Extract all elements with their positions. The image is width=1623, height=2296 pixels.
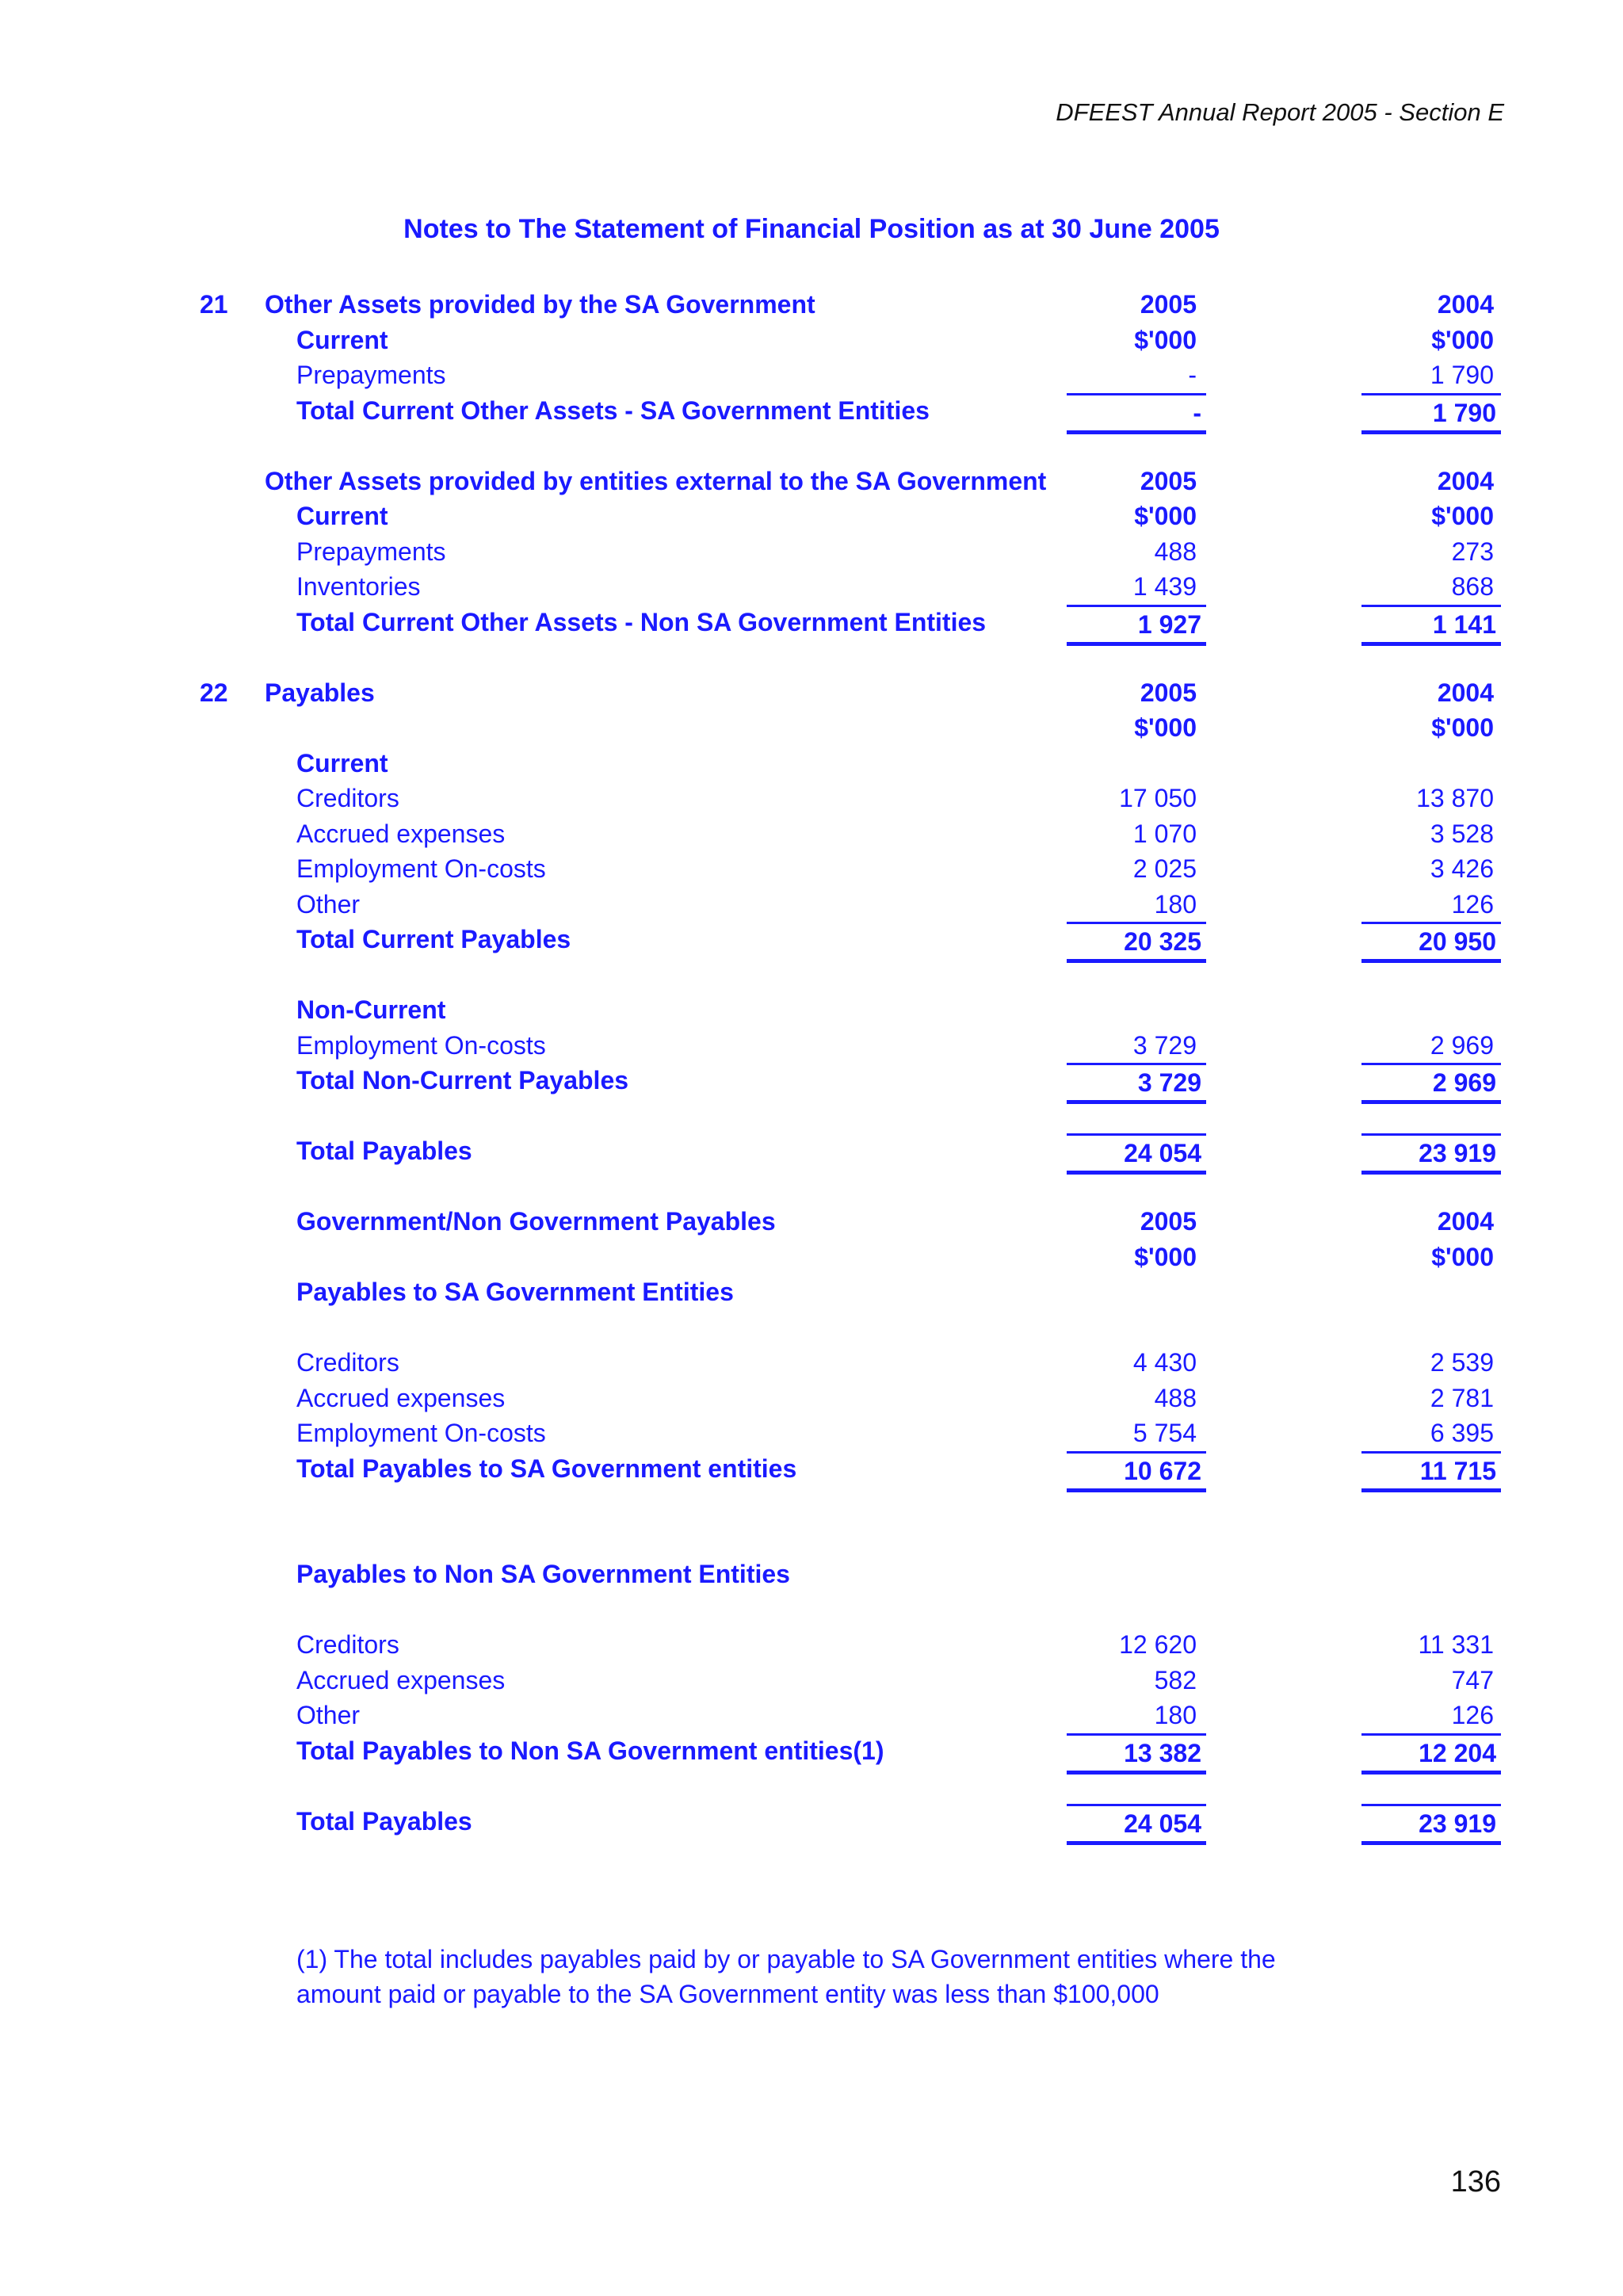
value-2004: 2004	[1437, 290, 1494, 319]
value-2005: $'000	[1134, 713, 1197, 742]
table-row	[0, 992, 1623, 1027]
value-2004: 1 790	[1361, 393, 1501, 434]
table-row	[0, 746, 1623, 781]
value-2004: $'000	[1431, 1243, 1494, 1271]
value-2004: 6 395	[1430, 1419, 1494, 1447]
value-2005: 12 620	[1119, 1630, 1197, 1659]
value-2005: 5 754	[1132, 1419, 1197, 1447]
row-label: Prepayments	[296, 361, 446, 389]
row-label: Other	[296, 890, 361, 919]
running-header: DFEEST Annual Report 2005 - Section E	[1056, 98, 1504, 126]
table-row	[0, 357, 1623, 392]
value-2004: 20 950	[1361, 922, 1501, 963]
value-2005: 1 070	[1132, 819, 1197, 848]
table-row	[0, 1663, 1623, 1698]
row-label: Employment On-costs	[296, 1419, 546, 1447]
value-2005: 2 025	[1132, 854, 1197, 883]
value-2005: 3 729	[1132, 1031, 1197, 1060]
table-row	[0, 851, 1623, 886]
value-2005: 1 439	[1132, 572, 1197, 601]
value-2004: 2 539	[1430, 1348, 1494, 1377]
table-row	[0, 887, 1623, 922]
value-2004: $'000	[1431, 326, 1494, 354]
table-row	[0, 1345, 1623, 1380]
value-2005: $'000	[1134, 326, 1197, 354]
value-2005: 3 729	[1067, 1063, 1206, 1104]
table-row	[0, 922, 1623, 957]
value-2005: 2005	[1140, 467, 1197, 495]
value-2004: 23 919	[1361, 1133, 1501, 1175]
value-2004: 3 528	[1430, 819, 1494, 848]
table-row	[0, 1627, 1623, 1662]
row-label: Payables to Non SA Government Entities	[296, 1560, 790, 1588]
value-2005: -	[1188, 361, 1197, 389]
value-2004: 2004	[1437, 467, 1494, 495]
table-row	[0, 534, 1623, 569]
table-row	[0, 781, 1623, 816]
page-number: 136	[1450, 2165, 1501, 2199]
row-label: Creditors	[296, 1630, 399, 1659]
row-label: Non-Current	[296, 995, 446, 1024]
row-label: Payables to SA Government Entities	[296, 1278, 734, 1306]
value-2004: 11 715	[1361, 1451, 1501, 1492]
value-2005: 2005	[1140, 678, 1197, 707]
value-2004: $'000	[1431, 502, 1494, 530]
table-row	[0, 1451, 1623, 1486]
value-2005: 180	[1154, 1701, 1197, 1729]
table-row	[0, 675, 1623, 710]
row-label: Total Payables	[296, 1137, 472, 1165]
footnote-line-2: amount paid or payable to the SA Government entity was less than $100,000	[296, 1980, 1159, 2008]
table-row	[0, 323, 1623, 357]
value-2004: 2 969	[1430, 1031, 1494, 1060]
table-row	[0, 464, 1623, 499]
value-2005: 582	[1154, 1666, 1197, 1694]
row-label: Government/Non Government Payables	[296, 1207, 776, 1236]
value-2004: 2 969	[1361, 1063, 1501, 1104]
row-label: Payables	[265, 678, 375, 707]
row-label: Creditors	[296, 1348, 399, 1377]
value-2004: 868	[1451, 572, 1494, 601]
value-2004: 2004	[1437, 1207, 1494, 1236]
value-2005: 488	[1154, 537, 1197, 566]
row-label: Total Current Payables	[296, 925, 571, 953]
table-row	[0, 1804, 1623, 1839]
value-2005: 1 927	[1067, 605, 1206, 646]
row-label: Other Assets provided by entities external to the SA Government	[265, 467, 1047, 495]
table-row	[0, 499, 1623, 533]
row-label: Total Non-Current Payables	[296, 1066, 629, 1095]
table-row	[0, 1415, 1623, 1450]
value-2005: 20 325	[1067, 922, 1206, 963]
table-row	[0, 1063, 1623, 1098]
row-label: Total Payables to Non SA Government entities(1)	[296, 1736, 884, 1765]
value-2004: 12 204	[1361, 1733, 1501, 1775]
footnote	[296, 1942, 1276, 2011]
value-2005: 180	[1154, 890, 1197, 919]
table-row	[0, 816, 1623, 851]
value-2005: 17 050	[1119, 784, 1197, 812]
row-label: Current	[296, 749, 388, 777]
value-2004: 2 781	[1430, 1384, 1494, 1412]
table-row	[0, 1204, 1623, 1239]
table-row	[0, 1381, 1623, 1415]
value-2005: $'000	[1134, 502, 1197, 530]
row-label: Total Payables	[296, 1807, 472, 1836]
table-row	[0, 1274, 1623, 1309]
value-2004: 3 426	[1430, 854, 1494, 883]
footnote-line-1: (1) The total includes payables paid by or payable to SA Government entities where the	[296, 1945, 1276, 1973]
table-row	[0, 1028, 1623, 1063]
row-label: Current	[296, 502, 388, 530]
value-2005: 4 430	[1132, 1348, 1197, 1377]
table-row	[0, 605, 1623, 640]
value-2005: 488	[1154, 1384, 1197, 1412]
table-row	[0, 1240, 1623, 1274]
value-2005: 13 382	[1067, 1733, 1206, 1775]
value-2004: 23 919	[1361, 1804, 1501, 1845]
value-2005: 2005	[1140, 1207, 1197, 1236]
value-2005: 10 672	[1067, 1451, 1206, 1492]
table-row	[0, 393, 1623, 428]
row-label: Total Current Other Assets - Non SA Government Entities	[296, 608, 987, 636]
value-2005: $'000	[1134, 1243, 1197, 1271]
table-row	[0, 569, 1623, 604]
row-label: Total Current Other Assets - SA Government Entities	[296, 396, 930, 425]
value-2005: 24 054	[1067, 1133, 1206, 1175]
value-2004: 1 790	[1430, 361, 1494, 389]
table-row	[0, 710, 1623, 745]
table-row	[0, 1733, 1623, 1768]
value-2004: 13 870	[1416, 784, 1494, 812]
row-label: Other Assets provided by the SA Government	[265, 290, 815, 319]
table-row	[0, 1698, 1623, 1733]
table-row	[0, 287, 1623, 322]
table-row	[0, 1133, 1623, 1168]
row-label: Employment On-costs	[296, 854, 546, 883]
page-title: Notes to The Statement of Financial Position as at 30 June 2005	[403, 214, 1220, 244]
row-label: Accrued expenses	[296, 819, 506, 848]
value-2004: $'000	[1431, 713, 1494, 742]
value-2004: 126	[1451, 890, 1494, 919]
value-2005: -	[1067, 393, 1206, 434]
value-2005: 2005	[1140, 290, 1197, 319]
value-2004: 747	[1451, 1666, 1494, 1694]
note-number: 22	[200, 678, 228, 707]
table-row	[0, 1557, 1623, 1591]
value-2004: 1 141	[1361, 605, 1501, 646]
row-label: Accrued expenses	[296, 1666, 506, 1694]
value-2004: 126	[1451, 1701, 1494, 1729]
value-2004: 273	[1451, 537, 1494, 566]
row-label: Total Payables to SA Government entities	[296, 1454, 797, 1483]
row-label: Creditors	[296, 784, 399, 812]
row-label: Current	[296, 326, 388, 354]
row-label: Accrued expenses	[296, 1384, 506, 1412]
row-label: Inventories	[296, 572, 421, 601]
row-label: Other	[296, 1701, 361, 1729]
value-2004: 2004	[1437, 678, 1494, 707]
value-2005: 24 054	[1067, 1804, 1206, 1845]
note-number: 21	[200, 290, 228, 319]
row-label: Employment On-costs	[296, 1031, 546, 1060]
value-2004: 11 331	[1418, 1630, 1494, 1659]
row-label: Prepayments	[296, 537, 446, 566]
